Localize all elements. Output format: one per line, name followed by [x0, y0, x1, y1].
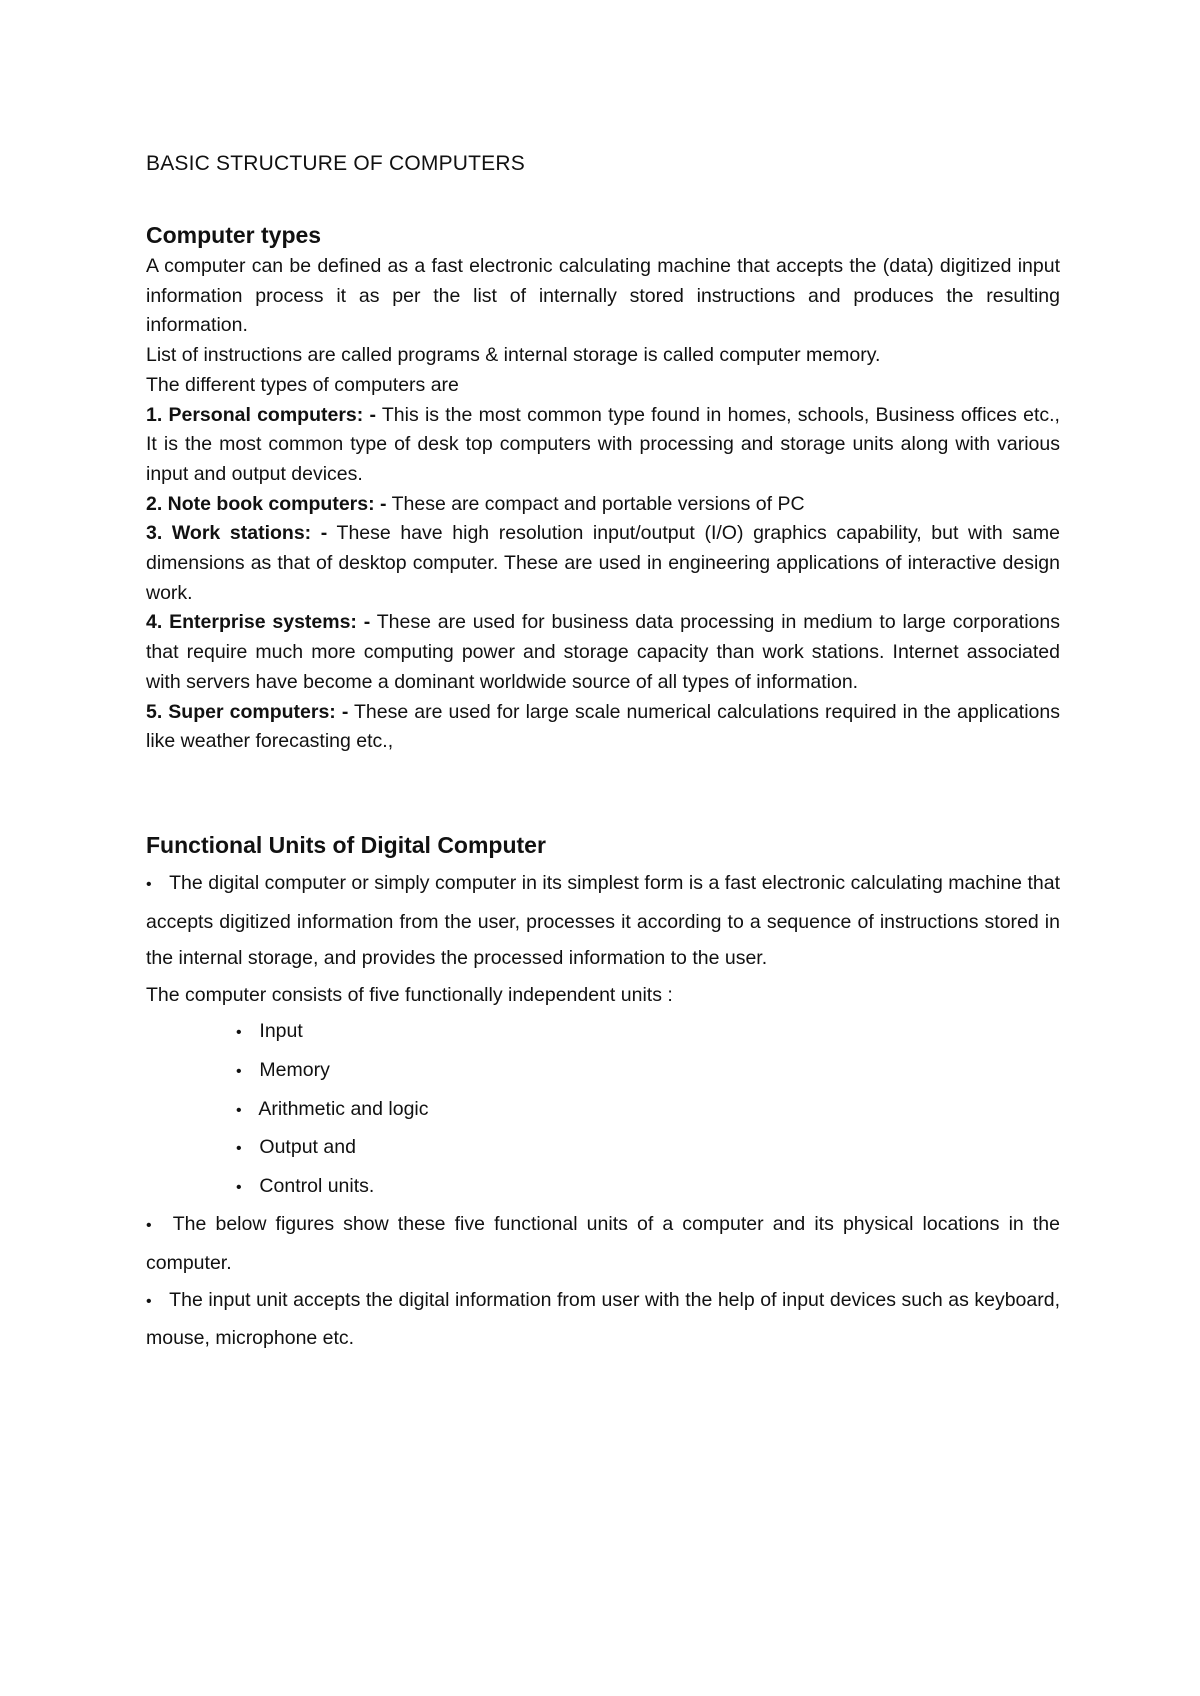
computer-type-text: This is the most common type found in homes, schools, Business offices etc., It is the most common type of desk top computers with processing and storage units along with various input and output devices. — [146, 403, 1060, 485]
computer-type-label: 1. Personal computers: - — [146, 403, 376, 426]
input-unit-paragraph: • The input unit accepts the digital information from user with the help of input devices such as keyboard, mouse, microphone etc. — [146, 1282, 1060, 1357]
bullet-icon: • — [146, 876, 152, 893]
list-item: • Arithmetic and logic — [236, 1091, 1060, 1130]
bullet-icon: • — [146, 1292, 152, 1310]
bullet-icon: • — [236, 1140, 242, 1158]
bullet-icon: • — [146, 1217, 152, 1235]
document-title: BASIC STRUCTURE OF COMPUTERS — [146, 152, 525, 175]
computer-type-item — [146, 519, 1060, 608]
computer-type-label: 4. Enterprise systems: - — [146, 611, 371, 634]
computer-type-text: These have high resolution input/output (I/O) graphics capability, but with same dimensions as that of desktop computer. These are used in engineering applications of interactive design work. — [146, 522, 1060, 604]
bullet-icon: • — [236, 1062, 242, 1080]
section-functional-units — [146, 829, 1060, 1357]
functional-units-list — [146, 1013, 1060, 1206]
figures-paragraph: • The below figures show these five functional units of a computer and its physical locations in the computer. — [146, 1206, 1060, 1281]
computer-type-label: 2. Note book computers: - — [146, 492, 387, 515]
computer-type-item — [146, 698, 1060, 757]
section-heading-computer-types: Computer types — [146, 222, 322, 248]
section-computer-types — [146, 220, 1060, 757]
computer-types-body — [146, 252, 1060, 757]
list-item: • Input — [236, 1013, 1060, 1052]
bullet-icon: • — [236, 1178, 242, 1196]
computer-type-label: 5. Super computers: - — [146, 700, 349, 723]
list-item: • Output and — [236, 1129, 1060, 1168]
computer-type-text: These are used for business data processing in medium to large corporations that require much more computing power and storage capacity than work stations. Internet associated with servers have become a dominant worldwide source of all types of information. — [146, 611, 1061, 693]
computer-type-text: These are compact and portable versions of PC — [386, 492, 805, 515]
intro-paragraph: A computer can be defined as a fast electronic calculating machine that accepts the (data) digitized input information process it as per the list of internally stored instructions and produces the resulting information. — [146, 255, 1060, 337]
list-item: • Control units. — [236, 1168, 1060, 1207]
computer-type-text: These are used for large scale numerical calculations required in the applications like weather forecasting etc., — [146, 700, 1060, 753]
document-page — [146, 0, 1060, 1696]
list-item: • Memory — [236, 1052, 1060, 1091]
functional-units-intro: The computer consists of five functionally independent units : — [146, 983, 673, 1006]
bullet-icon: • — [236, 1101, 242, 1119]
functional-units-paragraph: • The digital computer or simply computer in its simplest form is a fast electronic calculating machine that accepts digitized information from the user, processes it according to a sequence of instructions stored in the internal storage, and provides the processed information to the user. — [146, 865, 1060, 977]
intro-paragraph-programs: List of instructions are called programs & internal storage is called computer memory. — [146, 344, 881, 367]
computer-type-label: 3. Work stations: - — [146, 522, 328, 545]
bullet-icon: • — [236, 1024, 242, 1042]
section-heading-functional-units: Functional Units of Digital Computer — [146, 832, 546, 858]
computer-type-item — [146, 608, 1060, 697]
computer-type-item — [146, 490, 1060, 520]
intro-paragraph-types: The different types of computers are — [146, 373, 459, 396]
computer-type-item — [146, 401, 1060, 490]
